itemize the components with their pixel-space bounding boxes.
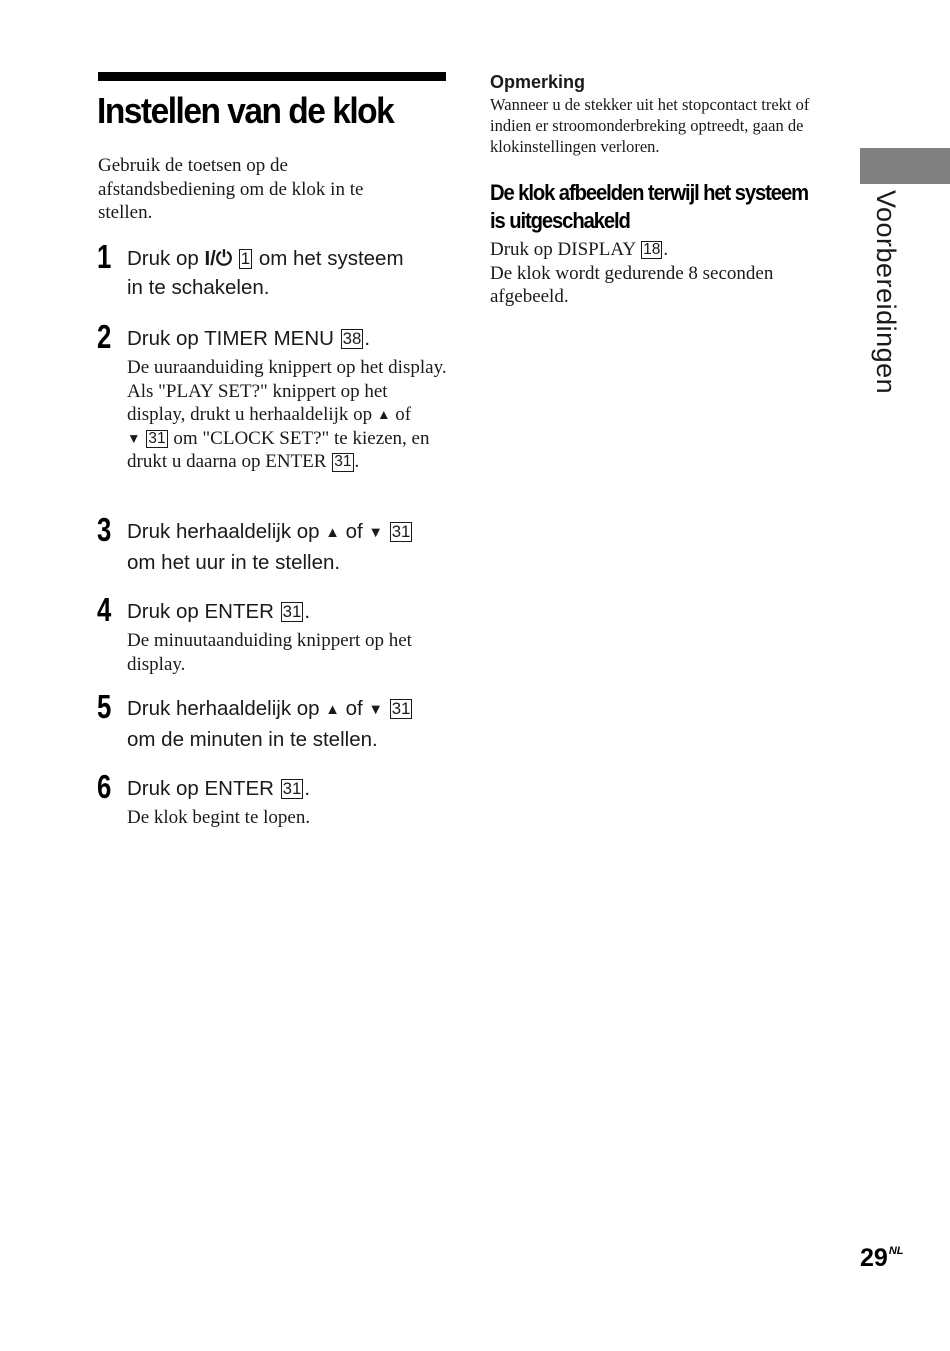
up-arrow-icon: ▲ — [325, 702, 340, 718]
step-detail-text: Als "PLAY SET?" knippert op het display, drukt u herhaaldelijk op — [127, 380, 388, 426]
step-instruction — [127, 694, 449, 754]
note-body: Wanneer u de stekker uit het stopcontact trekt of indien er stroomonderbreking optreedt, gaan de klokinstellingen verloren. — [490, 95, 810, 156]
intro-text: Gebruik de toetsen op de afstandsbediening om de klok in te stellen. — [98, 155, 364, 223]
step-number: 1 — [97, 238, 112, 275]
step-text: Druk op ENTER — [127, 600, 280, 623]
step-text: . — [364, 327, 371, 350]
key-number-badge: 31 — [391, 699, 411, 718]
section-tab-label: Voorbereidingen — [871, 190, 901, 395]
key-number-badge: 1 — [240, 249, 251, 268]
step-number: 2 — [97, 318, 112, 355]
key-number-badge: 31 — [391, 522, 411, 541]
step-detail: De klok begint te lopen. — [127, 807, 311, 828]
step-detail-text: De uuraanduiding knippert op het display. — [127, 357, 447, 378]
key-number-badge: 38 — [342, 329, 362, 348]
down-arrow-icon: ▼ — [127, 430, 141, 446]
subsection-body — [490, 238, 835, 309]
step-text: in te schakelen. — [127, 276, 270, 299]
title-rule — [98, 72, 446, 81]
power-icon: I/⏻ — [204, 247, 233, 270]
subsection-text: De klok wordt gedurende 8 seconden afgebeeld. — [490, 262, 774, 308]
subsection-text: . — [663, 239, 669, 260]
step-detail — [127, 356, 449, 474]
section-tab-marker — [860, 148, 950, 184]
subsection-heading — [490, 179, 812, 235]
step-text: Druk herhaaldelijk op — [127, 697, 326, 720]
step-text: om het uur in te stellen. — [127, 551, 341, 574]
step-number: 6 — [97, 768, 112, 805]
subsection-heading-line: De klok afbeelden terwijl het systeem — [490, 180, 808, 205]
page-title: Instellen van de klok — [97, 90, 394, 131]
page-number-value: 29 — [860, 1244, 888, 1272]
step-detail-text: . — [354, 451, 360, 473]
up-arrow-icon: ▲ — [325, 525, 340, 541]
step-detail: De minuutaanduiding knippert op het display. — [127, 630, 412, 675]
step-number: 4 — [97, 591, 112, 628]
step-text: of — [339, 697, 369, 720]
step-text: of — [339, 520, 369, 543]
step-text: Druk op ENTER — [127, 777, 280, 800]
subsection-heading-line: is uitgeschakeld — [490, 208, 630, 233]
key-number-badge: 31 — [148, 429, 166, 447]
step-instruction — [127, 517, 449, 577]
page-language-suffix: NL — [888, 1245, 904, 1257]
step-instruction — [127, 324, 449, 353]
key-number-badge: 31 — [282, 602, 302, 621]
step-text: . — [304, 777, 311, 800]
down-arrow-icon: ▼ — [368, 525, 383, 541]
step-text: . — [304, 600, 311, 623]
key-number-badge: 31 — [334, 453, 352, 471]
step-instruction — [127, 244, 449, 302]
step-instruction — [127, 597, 449, 626]
note-heading: Opmerking — [490, 72, 586, 92]
step-instruction — [127, 774, 449, 803]
down-arrow-icon: ▼ — [368, 702, 383, 718]
step-text: om de minuten in te stellen. — [127, 728, 378, 751]
key-number-badge: 18 — [643, 241, 661, 258]
step-number: 5 — [97, 688, 112, 725]
step-text: Druk op TIMER MENU — [127, 327, 340, 350]
page-number — [860, 1244, 903, 1273]
up-arrow-icon: ▲ — [376, 407, 391, 423]
step-number: 3 — [97, 511, 112, 548]
subsection-text: Druk op DISPLAY — [490, 239, 641, 260]
step-detail-text: of — [390, 404, 412, 426]
step-text: Druk herhaaldelijk op — [127, 520, 326, 543]
step-detail-text: om "CLOCK SET?" te kiezen, en drukt u daarna op ENTER — [127, 427, 430, 473]
step-text: Druk op — [127, 247, 205, 270]
step-text: om het systeem — [253, 247, 404, 270]
key-number-badge: 31 — [282, 779, 302, 798]
